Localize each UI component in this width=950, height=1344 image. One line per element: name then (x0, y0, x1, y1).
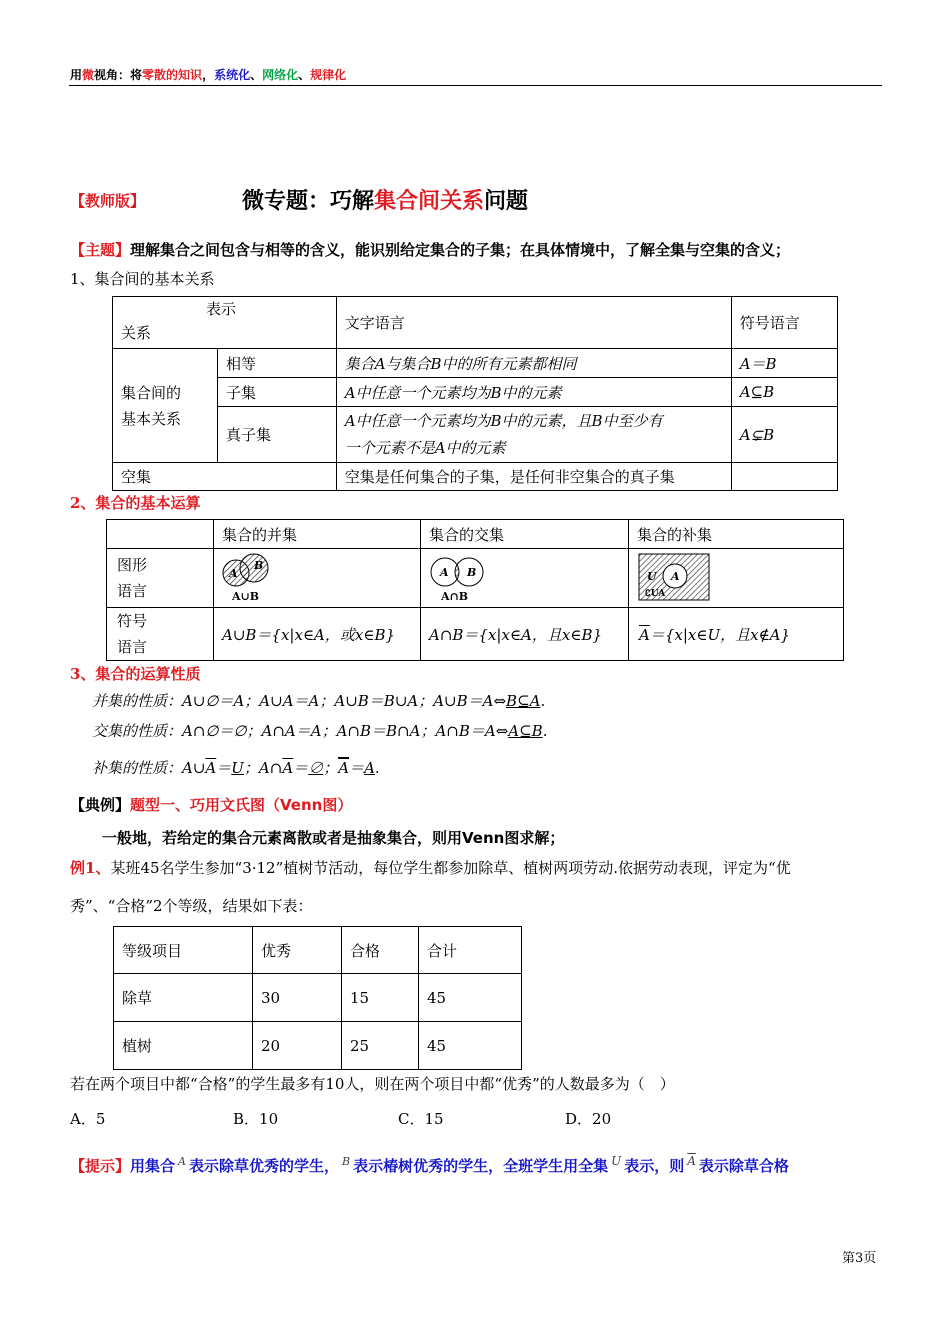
header-biaoshi: 表示 (206, 300, 237, 318)
relation-symbol: A⊆B (731, 378, 837, 407)
union-prop-text: 并集的性质：A∪∅＝A；A∪A＝A；A∪B＝B∪A；A∪B＝A⇔ (92, 692, 507, 710)
comp-formula (629, 608, 844, 661)
header-part: 零散的知识 (142, 68, 203, 82)
row-label: 图形 (117, 556, 148, 574)
grade-cell: 25 (342, 1022, 419, 1070)
group-label: 基本关系 (121, 409, 182, 428)
option-c: C．15 (398, 1110, 444, 1128)
option-a: A．5 (70, 1110, 106, 1128)
relation-name: 相等 (218, 349, 337, 378)
venn-label-a: A (440, 566, 449, 579)
relation-text-line: 一个元素不是A中的元素 (344, 438, 506, 457)
header-part: 、 (298, 68, 311, 82)
group-label-cell (113, 349, 218, 463)
relation-symbol: A＝B (731, 349, 837, 378)
page-number: 第3页 (842, 1251, 877, 1266)
header-part: 系统化 (214, 68, 251, 82)
comp-part-answer: A (364, 759, 375, 777)
hint-text: 表示除草优秀的学生， (188, 1157, 339, 1175)
comp-part: ；A∩ (243, 759, 283, 777)
grade-header: 优秀 (253, 927, 342, 974)
ex1-line2: 秀”、“合格”2个等级，结果如下表： (70, 897, 313, 915)
comp-part-answer: ∅ (308, 759, 324, 777)
venn-union-diagram (222, 552, 302, 604)
topic-text: 理解集合之间包含与相等的含义，能识别给定集合的子集；在具体情境中，了解全集与空集的含义； (130, 241, 791, 259)
grade-cell: 植树 (114, 1022, 253, 1070)
header-part: ， (202, 68, 215, 82)
row-label: 语言 (117, 638, 148, 656)
comp-part: ＝ (216, 759, 232, 777)
grade-cell: 20 (253, 1022, 342, 1070)
topic-label: 【主题】 (70, 241, 131, 259)
relation-text: 空集是任何集合的子集，是任何非空集合的真子集 (336, 463, 731, 491)
teacher-tag: 【教师版】 (70, 192, 146, 210)
grade-header: 合计 (419, 927, 522, 974)
inter-formula: A∩B＝{x|x∈A，且x∈B} (421, 608, 629, 661)
inter-prop-text: 交集的性质：A∩∅＝∅；A∩A＝A；A∩B＝B∩A；A∩B＝A⇔ (92, 722, 509, 740)
grade-cell: 30 (253, 974, 342, 1022)
venn-label-a: A (229, 567, 238, 580)
grade-cell: 45 (419, 974, 522, 1022)
corner-cell (107, 520, 214, 549)
header-part: 用 (70, 68, 83, 82)
comp-part-abarbar: $\overline{A}$ (338, 759, 350, 777)
header-part: 、 (250, 68, 263, 82)
grade-cell: 除草 (114, 974, 253, 1022)
relation-name: 空集 (113, 463, 337, 491)
title-post: 问题 (484, 189, 529, 214)
comp-part: ＝ (349, 759, 365, 777)
relation-text: A中任意一个元素均为B中的元素 (336, 378, 731, 407)
col-inter: 集合的交集 (421, 520, 629, 549)
row-label: 语言 (117, 582, 148, 600)
comp-part-abar: $\overline{A}$ (282, 759, 294, 777)
hint-text: 表示椿树优秀的学生，全班学生用全集 (353, 1157, 609, 1175)
venn-caption: ∁UA (645, 589, 666, 599)
row-graph-label (107, 549, 214, 608)
comp-formula-rest: ＝{x|x∈U，且x∉A} (649, 625, 791, 644)
header-guanxi: 关系 (121, 324, 152, 342)
grade-header: 合格 (342, 927, 419, 974)
venn-label-a: A (671, 570, 680, 583)
venn-label-u: U (647, 570, 657, 583)
diagonal-header-cell (113, 297, 337, 349)
union-formula: A∪B＝{x|x∈A，或x∈B} (214, 608, 421, 661)
venn-inter-cell (421, 549, 629, 608)
hint-label: 【提示】 (70, 1157, 131, 1175)
operation-table (106, 519, 844, 661)
page-title (242, 184, 528, 215)
venn-inter-diagram (429, 552, 509, 604)
ex1-line1 (70, 857, 791, 878)
header-part: 规律化 (310, 68, 347, 82)
title-highlight: 集合间关系 (374, 189, 485, 214)
row-symbol-label (107, 608, 214, 661)
comp-part-abar: $\overline{A}$ (205, 759, 217, 777)
topic-line (70, 239, 790, 260)
row-label: 符号 (117, 612, 148, 630)
sec2-heading: 2、集合的基本运算 (70, 494, 201, 512)
header-symbol-lang: 符号语言 (731, 297, 837, 349)
hint-text: 表示除草合格 (698, 1157, 789, 1175)
example-heading (70, 794, 352, 815)
ex1-question: 若在两个项目中都“合格”的学生最多有10人，则在两个项目中都“优秀”的人数最多为（ ） (70, 1075, 675, 1093)
comp-part: . (374, 759, 380, 777)
header-text-lang: 文字语言 (336, 297, 731, 349)
comp-part: ； (323, 759, 339, 777)
relation-table (112, 296, 838, 491)
union-prop-answer: B⊆A (506, 692, 541, 710)
venn-comp-cell (629, 549, 844, 608)
venn-label-b: B (254, 559, 264, 572)
comp-part-answer: U (231, 759, 244, 777)
comp-part: ＝ (293, 759, 309, 777)
ex1-text: 某班45名学生参加“3·12”植树节活动，每位学生都参加除草、植树两项劳动.依据劳动表现，评定为“优 (110, 859, 791, 877)
example-type-title: 题型一、巧用文氏图（Venn图） (130, 796, 353, 814)
title-pre: 微专题：巧解 (242, 189, 375, 214)
hint-symbol-bar: A (687, 1154, 696, 1168)
venn-label-b: B (467, 566, 477, 579)
relation-text: 集合A与集合B中的所有元素都相同 (336, 349, 731, 378)
relation-name: 真子集 (218, 407, 337, 463)
hint-text: 用集合 (130, 1157, 176, 1175)
sec3-heading: 3、集合的运算性质 (70, 665, 201, 683)
grade-table (113, 926, 522, 1070)
comp-part: 补集的性质：A∪ (92, 759, 206, 777)
inter-property: 交集的性质：A∩∅＝∅；A∩A＝A；A∩B＝B∩A；A∩B＝A⇔A⊆B. (92, 722, 548, 740)
hint-line (70, 1154, 789, 1176)
relation-symbol (731, 463, 837, 491)
venn-comp-diagram (637, 552, 717, 604)
header-part: 视角：将 (94, 68, 143, 82)
grade-cell: 15 (342, 974, 419, 1022)
example-label: 【典例】 (70, 796, 131, 814)
relation-symbol: A⊊B (731, 407, 837, 463)
hint-text: 表示，则 (624, 1157, 685, 1175)
option-b: B．10 (233, 1110, 279, 1128)
group-label: 集合间的 (121, 383, 182, 402)
hint-symbol: U (611, 1154, 622, 1168)
relation-text (336, 407, 731, 463)
page-header (70, 66, 346, 83)
venn-caption: A∩B (441, 590, 469, 603)
comp-property (92, 757, 380, 778)
header-part: 微 (82, 68, 95, 82)
example-intro: 一般地，若给定的集合元素离散或者是抽象集合，则用Venn图求解； (102, 829, 565, 847)
venn-union-cell (214, 549, 421, 608)
option-d: D．20 (565, 1110, 612, 1128)
col-comp: 集合的补集 (629, 520, 844, 549)
ex1-label: 例1、 (70, 859, 111, 877)
header-rule (69, 85, 882, 86)
inter-prop-answer: A⊆B (508, 722, 543, 740)
grade-cell: 45 (419, 1022, 522, 1070)
relation-name: 子集 (218, 378, 337, 407)
venn-caption: A∪B (232, 590, 260, 603)
a-bar: $\overline{A}$ (639, 625, 650, 644)
hint-symbol: A (178, 1155, 186, 1168)
hint-symbol: B (342, 1155, 351, 1168)
relation-text-line: A中任意一个元素均为B中的元素，且B中至少有 (344, 411, 663, 430)
header-part: 网络化 (262, 68, 299, 82)
grade-header: 等级项目 (114, 927, 253, 974)
col-union: 集合的并集 (214, 520, 421, 549)
sec1-heading: 1、集合间的基本关系 (70, 270, 215, 288)
union-property: 并集的性质：A∪∅＝A；A∪A＝A；A∪B＝B∪A；A∪B＝A⇔B⊆A. (92, 692, 546, 710)
